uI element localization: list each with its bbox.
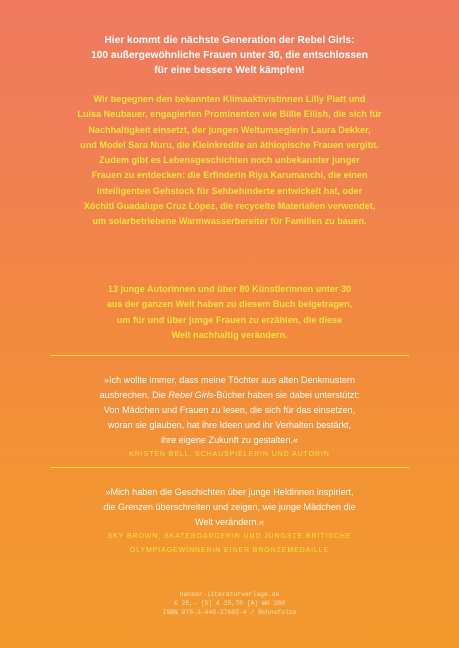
quote-sky-brown <box>0 485 459 558</box>
quote-line: die Grenzen überschreiten und zeigen, wie junge Mädchen die <box>103 502 356 513</box>
divider-line <box>50 355 409 356</box>
description-line: Nachhaltigkeit einsetzt, der jungen Weltumseglerin Laura Dekker, <box>88 124 371 135</box>
intro-line: 100 außergewöhnliche Frauen unter 30, die entschlossen <box>91 50 368 62</box>
intro-text <box>0 33 459 79</box>
authors-text <box>0 282 459 343</box>
quote-attribution: SKY BROWN, SKATEBOARDERIN UND JÜNGSTE BRITISCHE <box>107 533 352 541</box>
quote-line: Von Mädchen und Frauen zu lesen, die sich für das einsetzen, <box>103 405 356 416</box>
authors-line: um für und über junge Frauen zu erzählen, die diese <box>116 314 343 325</box>
quote-text: ausbrechen. Die <box>99 390 169 401</box>
quote-attribution: KRISTEN BELL, SCHAUSPIELERIN UND AUTORIN <box>129 451 330 459</box>
description-line: Zudem gibt es Lebensgeschichten noch unbekannter junger <box>99 155 360 166</box>
quote-attribution: OLYMPIAGEWINNERIN EINER BRONZEMEDAILLE <box>129 547 330 555</box>
quote-line: Welt verändern.« <box>194 517 265 528</box>
quote-kristen-bell <box>0 373 459 462</box>
description-line: intelligenten Gehstock für Sehbehinderte entwickelt hat, oder <box>96 185 363 196</box>
intro-line: Hier kommt die nächste Generation der Rebel Girls: <box>104 35 355 46</box>
quote-line <box>0 388 459 403</box>
quote-line: »Ich wollte immer, dass meine Töchter aus alten Denkmustern <box>103 375 356 385</box>
description-line: Wir begegnen den bekannten Klimaaktivistinnen Lilly Platt und <box>93 94 366 104</box>
publisher-footer <box>0 590 459 617</box>
isbn-info: ISBN 978-3-446-27602-4 / Rohnsfolie <box>162 609 297 616</box>
divider-line <box>50 467 409 468</box>
quote-text: -Bücher haben sie dabei unterstützt: <box>213 390 360 401</box>
description-line: Xóchitl Guadalupe Cruz López, die recycelte Materialien verwendet, <box>83 201 376 212</box>
quote-line: woran sie glauben, hat ihre Ideen und ihr Verhalten bestärkt, <box>107 420 352 431</box>
description-line: um solarbetriebene Warmwasserbereiter für Familien zu bauen. <box>92 216 367 227</box>
description-text <box>0 92 459 230</box>
description-line: Frauen zu entdecken: die Erfinderin Riya Karumanchi, die einen <box>91 170 368 181</box>
quote-line: »Mich haben die Geschichten über junge Heldinnen inspiriert, <box>105 487 354 497</box>
authors-line: 13 junge Autorinnen und über 80 Künstlerinnen unter 30 <box>107 284 352 294</box>
description-line: und Model Sara Nuru, die Kleinkredite an äthiopische Frauen vergibt. <box>80 139 379 150</box>
publisher-website: hanser-literaturverlage.de <box>179 591 280 598</box>
intro-line: für eine bessere Welt kämpfen! <box>154 65 305 77</box>
authors-line: Welt nachhaltig verändern. <box>171 329 288 340</box>
description-line: Luisa Neubauer, engagierten Prominenten wie Billie Eilish, die sich für <box>77 109 382 120</box>
quote-line: ihre eigene Zukunft zu gestalten.« <box>160 435 298 446</box>
authors-line: aus der ganzen Welt haben zu diesem Buch beigetragen, <box>106 299 353 310</box>
price-info: € 25,– [D] € 25,70 [A] WG 280 <box>173 600 286 607</box>
book-series-title: Rebel Girls <box>168 390 214 401</box>
